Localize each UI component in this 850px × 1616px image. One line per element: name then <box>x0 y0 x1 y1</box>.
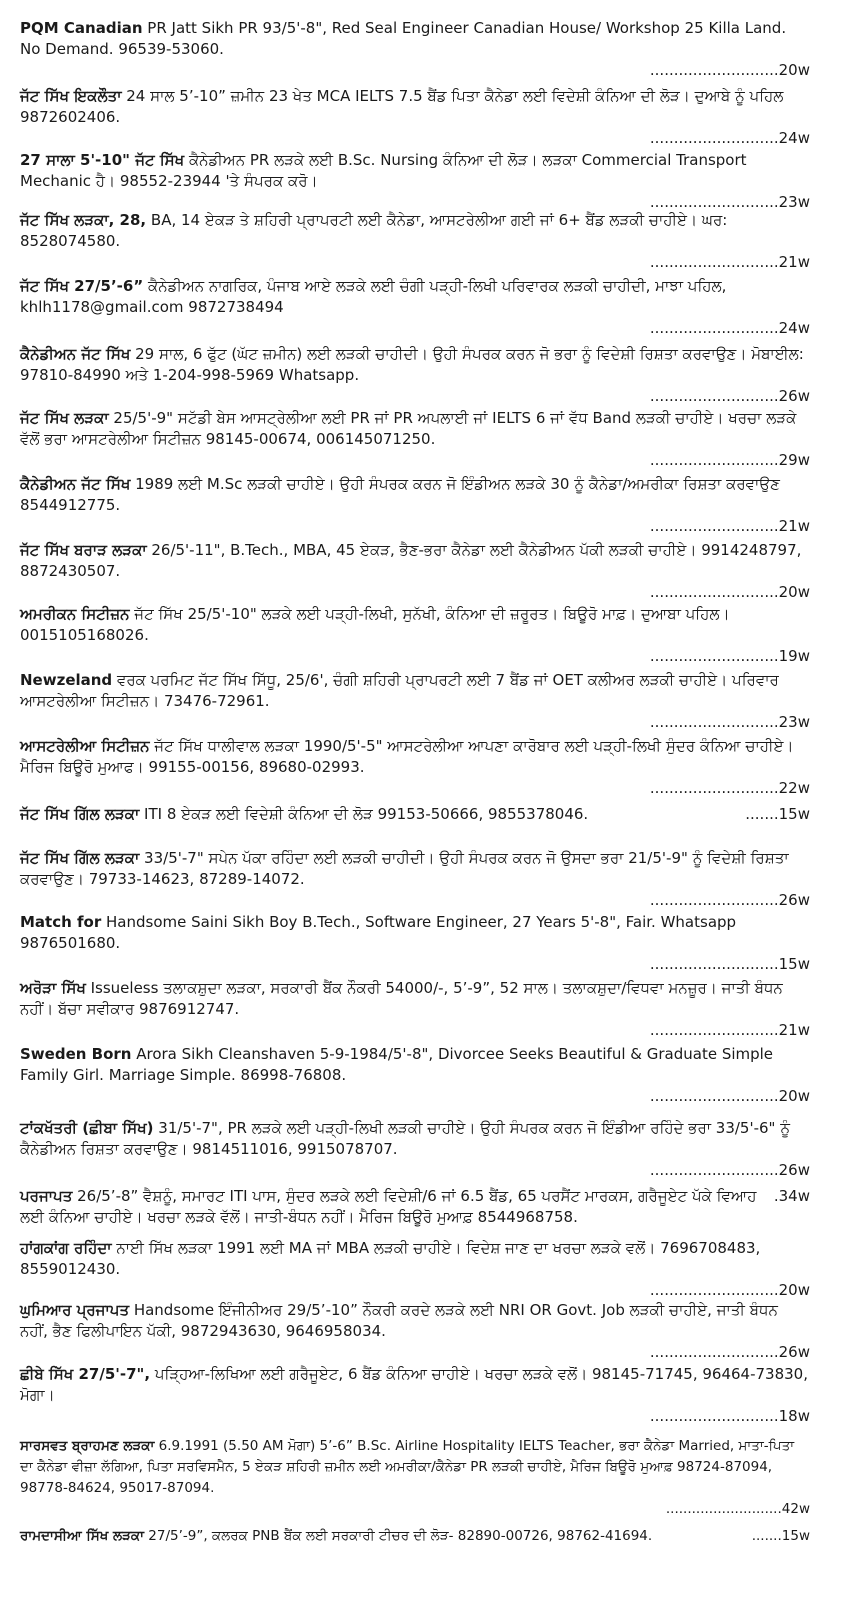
ad-leader-dots: ........................... <box>649 1087 779 1105</box>
ad-word-count <box>20 890 810 911</box>
classified-ad <box>20 1044 810 1107</box>
ad-text: 6.9.1991 (5.50 AM ਮੋਗਾ) 5’-6” B.Sc. Airline Hospitality IELTS Teacher, ਭਰਾ ਕੈਨੇਡਾ Married, ਮਾਤਾ-ਪਿਤਾ ਦਾ ਕੈਨੇਡਾ ਵੀਜ਼ਾ ਲੱਗਿਆ, ਪਿਤਾ ਸਰਵਿਸਮੈਨ, 5 ਏਕੜ ਸ਼ਹਿਰੀ ਜ਼ਮੀਨ ਲਈ ਅਮਰੀਕਾ/ਕੈਨੇਡਾ PR ਲੜਕੀ ਚਾਹੀਏ, ਮੈਰਿਜ ਬਿਊਰੋ ਮੁਆਫ਼ 98724-87094, 98778-84624, 95017-87094. <box>20 1438 795 1496</box>
classified-ad <box>20 978 810 1041</box>
ad-leader-dots: ........................... <box>649 1407 779 1425</box>
ad-leader-dots: ........................... <box>649 1343 779 1361</box>
classified-ad <box>20 540 810 603</box>
ad-leader-dots: ........................... <box>649 517 779 535</box>
ad-heading: ਛੀਬੇ ਸਿੱਖ 27/5'-7", <box>20 1365 151 1383</box>
ad-price: 26w <box>778 387 810 405</box>
ad-leader-dots: ....... <box>751 1528 782 1544</box>
classified-ad <box>20 408 810 471</box>
ad-price: 19w <box>778 647 810 665</box>
classified-ad <box>20 1186 810 1228</box>
ad-leader-dots: ........................... <box>649 253 779 271</box>
classified-ad <box>20 1436 810 1520</box>
ad-word-count <box>752 1526 810 1547</box>
ad-heading: ਜੱਟ ਸਿੱਖ ਗਿੱਲ ਲੜਕਾ <box>20 805 140 823</box>
classified-ad <box>20 804 810 825</box>
ad-text: ਜੱਟ ਸਿੱਖ ਧਾਲੀਵਾਲ ਲੜਕਾ 1990/5'-5" ਆਸਟਰੇਲੀਆ ਆਪਣਾ ਕਾਰੋਬਾਰ ਲਈ ਪੜ੍ਹੀ-ਲਿਖੀ ਸੁੰਦਰ ਕੰਨਿਆ ਚਾਹੀਏ। ਮੈਰਿਜ ਬਿਊਰੋ ਮੁਆਫ। 99155-00156, 89680-02993. <box>20 737 794 776</box>
ad-leader-dots: ........................... <box>649 583 779 601</box>
classified-ad <box>20 604 810 667</box>
ad-leader-dots: ........................... <box>649 451 779 469</box>
ad-word-count <box>20 1280 810 1301</box>
ad-word-count <box>774 1186 810 1207</box>
ad-word-count <box>20 252 810 273</box>
ad-heading: ਜੱਟ ਸਿੱਖ ਬਰਾੜ ਲੜਕਾ <box>20 541 147 559</box>
ad-price: 24w <box>778 319 810 337</box>
ad-heading: ਆਸਟਰੇਲੀਆ ਸਿਟੀਜ਼ਨ <box>20 737 150 755</box>
classified-ad <box>20 1300 810 1363</box>
ad-heading: ਜੱਟ ਸਿੱਖ ਲੜਕਾ <box>20 409 109 427</box>
ad-heading: 27 ਸਾਲਾ 5'-10" ਜੱਟ ਸਿੱਖ <box>20 151 185 169</box>
ad-price: 21w <box>778 253 810 271</box>
ad-price: 26w <box>778 1343 810 1361</box>
ad-leader-dots: ........................... <box>649 387 779 405</box>
classified-ad <box>20 1238 810 1301</box>
ad-price: 21w <box>778 1021 810 1039</box>
ad-text: Handsome Saini Sikh Boy B.Tech., Software Engineer, 27 Years 5'-8", Fair. Whatsapp 9876501680. <box>20 913 737 952</box>
ad-price: 15w <box>778 955 810 973</box>
ad-word-count <box>20 1499 810 1520</box>
ad-price: 26w <box>778 1161 810 1179</box>
ad-leader-dots: . <box>773 1187 779 1205</box>
ad-leader-dots: ........................... <box>649 955 779 973</box>
classified-ad <box>20 276 810 339</box>
ad-text: ITI 8 ਏਕੜ ਲਈ ਵਿਦੇਸ਼ੀ ਕੰਨਿਆ ਦੀ ਲੋੜ 99153-50666, 9855378046. <box>139 805 589 823</box>
ad-text: ਕੈਨੇਡੀਅਨ ਨਾਗਰਿਕ, ਪੰਜਾਬ ਆਏ ਲੜਕੇ ਲਈ ਚੰਗੀ ਪੜ੍ਹੀ-ਲਿਖੀ ਪਰਿਵਾਰਕ ਲੜਕੀ ਚਾਹੀਦੀ, ਮਾਝਾ ਪਹਿਲ, khlh1178@gmail.com 9872738494 <box>20 277 727 316</box>
ad-word-count <box>20 128 810 149</box>
ad-heading: ਕੈਨੇਡੀਅਨ ਜੱਟ ਸਿੱਖ <box>20 345 131 363</box>
ad-heading: ਟਾਂਕਖੱਤਰੀ (ਛੀਬਾ ਸਿੱਖ) <box>20 1119 154 1137</box>
ad-price: 34w <box>778 1187 810 1205</box>
ad-heading: ਜੱਟ ਸਿੱਖ 27/5’-6” <box>20 277 144 295</box>
ad-word-count <box>20 954 810 975</box>
ad-price: 20w <box>778 61 810 79</box>
ad-text: 27/5’-9”, ਕਲਰਕ PNB ਬੈਂਕ ਲਈ ਸਰਕਾਰੀ ਟੀਚਰ ਦੀ ਲੋੜ- 82890-00726, 98762-41694. <box>143 1528 653 1544</box>
classified-ad <box>20 848 810 911</box>
ad-text: 26/5'-11", B.Tech., MBA, 45 ਏਕੜ, ਭੈਣ-ਭਰਾ ਕੈਨੇਡਾ ਲਈ ਕੈਨੇਡੀਅਨ ਪੱਕੀ ਲੜਕੀ ਚਾਹੀਏ। 9914248797, 8872430507. <box>20 541 802 580</box>
ad-heading: Newzeland <box>20 671 113 689</box>
ad-text: ਵਰਕ ਪਰਮਿਟ ਜੱਟ ਸਿੱਖ ਸਿੱਧੂ, 25/6', ਚੰਗੀ ਸ਼ਹਿਰੀ ਪ੍ਰਾਪਰਟੀ ਲਈ 7 ਬੈਂਡ ਜਾਂ OET ਕਲੀਅਰ ਲੜਕੀ ਚਾਹੀਏ। ਪਰਿਵਾਰ ਆਸਟਰੇਲੀਆ ਸਿਟੀਜ਼ਨ। 73476-72961. <box>20 671 779 710</box>
classified-ad <box>20 1526 810 1547</box>
ad-heading: ਅਮਰੀਕਨ ਸਿਟੀਜ਼ਨ <box>20 605 130 623</box>
ad-text: ਨਾਈ ਸਿੱਖ ਲੜਕਾ 1991 ਲਈ MA ਜਾਂ MBA ਲੜਕੀ ਚਾਹੀਏ। ਵਿਦੇਸ਼ ਜਾਣ ਦਾ ਖਰਚਾ ਲੜਕੇ ਵਲੋਂ। 7696708483, 8559012430. <box>20 1239 761 1278</box>
classified-ad <box>20 150 810 213</box>
ad-price: 23w <box>778 713 810 731</box>
ad-heading: ਪਰਜਾਪਤ <box>20 1187 73 1205</box>
ad-text: 31/5'-7", PR ਲੜਕੇ ਲਈ ਪੜ੍ਹੀ-ਲਿਖੀ ਲੜਕੀ ਚਾਹੀਏ। ਉਹੀ ਸੰਪਰਕ ਕਰਨ ਜੋ ਇੰਡੀਆ ਰਹਿੰਦੇ ਭਰਾ 33/5'-6" ਨੂੰ ਕੈਨੇਡੀਅਨ ਰਿਸ਼ਤਾ ਕਰਵਾਉਣ। 9814511016, 9915078707. <box>20 1119 790 1158</box>
ad-text: 29 ਸਾਲ, 6 ਫੁੱਟ (ਘੱਟ ਜ਼ਮੀਨ) ਲਈ ਲੜਕੀ ਚਾਹੀਦੀ। ਉਹੀ ਸੰਪਰਕ ਕਰਨ ਜੋ ਭਰਾ ਨੂੰ ਵਿਦੇਸ਼ੀ ਰਿਸ਼ਤਾ ਕਰਵਾਉਣ। ਮੋਬਾਈਲ: 97810-84990 ਅਤੇ 1-204-998-5969 Whatsapp. <box>20 345 804 384</box>
classified-ad <box>20 210 810 273</box>
ad-price: 24w <box>778 129 810 147</box>
ad-leader-dots: ........................... <box>649 647 779 665</box>
ad-text: PR Jatt Sikh PR 93/5'-8", Red Seal Engineer Canadian House/ Workshop 25 Killa Land. No Demand. 96539-53060. <box>20 19 787 58</box>
ad-price: 42w <box>781 1501 810 1517</box>
ad-heading: ਅਰੋੜਾ ਸਿੱਖ <box>20 979 86 997</box>
ad-price: 21w <box>778 517 810 535</box>
classified-ad <box>20 1364 810 1427</box>
ad-price: 20w <box>778 583 810 601</box>
ad-word-count <box>20 1020 810 1041</box>
ad-heading: Sweden Born <box>20 1045 132 1063</box>
ad-leader-dots: ........................... <box>649 1281 779 1299</box>
ad-word-count <box>20 712 810 733</box>
ad-leader-dots: ........................... <box>649 319 779 337</box>
ad-leader-dots: ........................... <box>665 1501 782 1517</box>
ad-text: Arora Sikh Cleanshaven 5-9-1984/5'-8", Divorcee Seeks Beautiful & Graduate Simple Family Girl. Marriage Simple. 86998-76808. <box>20 1045 774 1084</box>
classified-ad <box>20 1118 810 1181</box>
ad-heading: ਰਾਮਦਾਸੀਆ ਸਿੱਖ ਲੜਕਾ <box>20 1528 144 1544</box>
ad-text: ਪੜ੍ਹਿਆ-ਲਿਖਿਆ ਲਈ ਗਰੈਜੂਏਟ, 6 ਬੈਂਡ ਕੰਨਿਆ ਚਾਹੀਏ। ਖਰਚਾ ਲੜਕੇ ਵਲੋਂ। 98145-71745, 96464-73830, ਮੋਗਾ। <box>20 1365 808 1404</box>
ad-text: 26/5’-8” ਵੈਸ਼ਨੂੰ, ਸਮਾਰਟ ITI ਪਾਸ, ਸੁੰਦਰ ਲੜਕੇ ਲਈ ਵਿਦੇਸ਼ੀ/6 ਜਾਂ 6.5 ਬੈਂਡ, 65 ਪਰਸੈਂਟ ਮਾਰਕਸ, ਗਰੈਜੂਏਟ ਪੱਕੇ ਵਿਆਹ ਲਈ ਕੰਨਿਆ ਚਾਹੀਏ। ਖਰਚਾ ਲੜਕੇ ਵੱਲੋਂ। ਜਾਤੀ-ਬੰਧਨ ਨਹੀਂ। ਮੈਰਿਜ ਬਿਊਰੋ ਮੁਆਫ਼ 8544968758. <box>20 1187 757 1226</box>
ad-word-count <box>20 1342 810 1363</box>
ad-price: 15w <box>781 1528 810 1544</box>
ad-heading: PQM Canadian <box>20 19 143 37</box>
ad-leader-dots: ........................... <box>649 891 779 909</box>
ad-price: 15w <box>778 805 810 823</box>
ad-heading: ਜੱਟ ਸਿੱਖ ਲੜਕਾ, 28, <box>20 211 147 229</box>
ad-text: 33/5'-7" ਸਪੇਨ ਪੱਕਾ ਰਹਿੰਦਾ ਲਈ ਲੜਕੀ ਚਾਹੀਦੀ। ਉਹੀ ਸੰਪਰਕ ਕਰਨ ਜੋ ਉਸਦਾ ਭਰਾ 21/5'-9" ਨੂੰ ਵਿਦੇਸ਼ੀ ਰਿਸ਼ਤਾ ਕਰਵਾਉਣ। 79733-14623, 87289-14072. <box>20 849 789 888</box>
classified-ad <box>20 18 810 81</box>
ad-leader-dots: ........................... <box>649 61 779 79</box>
ad-word-count <box>20 582 810 603</box>
ad-word-count <box>20 1160 810 1181</box>
ad-price: 20w <box>778 1087 810 1105</box>
ad-price: 29w <box>778 451 810 469</box>
ad-price: 23w <box>778 193 810 211</box>
ad-leader-dots: ....... <box>745 805 779 823</box>
classified-ad <box>20 474 810 537</box>
ad-word-count <box>20 646 810 667</box>
ad-leader-dots: ........................... <box>649 193 779 211</box>
ad-price: 18w <box>778 1407 810 1425</box>
classified-ad <box>20 670 810 733</box>
ad-heading: ਕੈਨੇਡੀਅਨ ਜੱਟ ਸਿੱਖ <box>20 475 131 493</box>
classified-ad <box>20 344 810 407</box>
ad-heading: ਹਾਂਗਕਾਂਗ ਰਹਿੰਦਾ <box>20 1239 112 1257</box>
ad-word-count <box>20 60 810 81</box>
ad-text: 1989 ਲਈ M.Sc ਲੜਕੀ ਚਾਹੀਏ। ਉਹੀ ਸੰਪਰਕ ਕਰਨ ਜੋ ਇੰਡੀਅਨ ਲੜਕੇ 30 ਨੂੰ ਕੈਨੇਡਾ/ਅਮਰੀਕਾ ਰਿਸ਼ਤਾ ਕਰਵਾਉਣ 8544912775. <box>20 475 780 514</box>
ad-word-count <box>20 1086 810 1107</box>
ad-leader-dots: ........................... <box>649 713 779 731</box>
ad-leader-dots: ........................... <box>649 1021 779 1039</box>
ad-text: 24 ਸਾਲ 5’-10” ਜ਼ਮੀਨ 23 ਖੇਤ MCA IELTS 7.5 ਬੈਂਡ ਪਿਤਾ ਕੈਨੇਡਾ ਲਈ ਵਿਦੇਸ਼ੀ ਕੰਨਿਆ ਦੀ ਲੋੜ। ਦੁਆਬੇ ਨੂੰ ਪਹਿਲ 9872602406. <box>20 87 784 126</box>
ad-heading: Match for <box>20 913 102 931</box>
classified-ad <box>20 912 810 975</box>
ad-text: Handsome ਇੰਜੀਨੀਅਰ 29/5’-10” ਨੌਕਰੀ ਕਰਦੇ ਲੜਕੇ ਲਈ NRI OR Govt. Job ਲੜਕੀ ਚਾਹੀਏ, ਜਾਤੀ ਬੰਧਨ ਨਹੀਂ, ਭੈਣ ਫਿਲੀਪਾਇਨ ਪੱਕੀ, 9872943630, 9646958034. <box>20 1301 778 1340</box>
ad-word-count <box>745 804 810 825</box>
ad-text: BA, 14 ਏਕੜ ਤੇ ਸ਼ਹਿਰੀ ਪ੍ਰਾਪਰਟੀ ਲਈ ਕੈਨੇਡਾ, ਆਸਟਰੇਲੀਆ ਗਈ ਜਾਂ 6+ ਬੈਂਡ ਲੜਕੀ ਚਾਹੀਏ। ਘਰ: 8528074580. <box>20 211 728 250</box>
ad-text: Issueless ਤਲਾਕਸ਼ੁਦਾ ਲੜਕਾ, ਸਰਕਾਰੀ ਬੈਂਕ ਨੌਕਰੀ 54000/-, 5’-9”, 52 ਸਾਲ। ਤਲਾਕਸ਼ੁਦਾ/ਵਿਧਵਾ ਮਨਜ਼ੂਰ। ਜਾਤੀ ਬੰਧਨ ਨਹੀਂ। ਬੱਚਾ ਸਵੀਕਾਰ 9876912747. <box>20 979 783 1018</box>
ad-text: ਜੱਟ ਸਿੱਖ 25/5'-10" ਲੜਕੇ ਲਈ ਪੜ੍ਹੀ-ਲਿਖੀ, ਸੁਨੱਖੀ, ਕੰਨਿਆ ਦੀ ਜ਼ਰੂਰਤ। ਬਿਊਰੋ ਮਾਫ਼। ਦੁਆਬਾ ਪਹਿਲ। 0015105168026. <box>20 605 730 644</box>
ad-price: 26w <box>778 891 810 909</box>
ad-heading: ਸਾਰਸਵਤ ਬ੍ਰਾਹਮਣ ਲੜਕਾ <box>20 1438 155 1454</box>
classified-ad <box>20 86 810 149</box>
ad-heading: ਘੁਮਿਆਰ ਪ੍ਰਜਾਪਤ <box>20 1301 130 1319</box>
ad-word-count <box>20 450 810 471</box>
ad-word-count <box>20 318 810 339</box>
ad-text: ਕੈਨੇਡੀਅਨ PR ਲੜਕੇ ਲਈ B.Sc. Nursing ਕੰਨਿਆ ਦੀ ਲੋੜ। ਲੜਕਾ Commercial Transport Mechanic ਹੈ। 98552-23944 'ਤੇ ਸੰਪਰਕ ਕਰੋ। <box>20 151 747 190</box>
ad-word-count <box>20 1406 810 1427</box>
ad-word-count <box>20 386 810 407</box>
ad-price: 22w <box>778 779 810 797</box>
ad-leader-dots: ........................... <box>649 129 779 147</box>
ad-word-count <box>20 516 810 537</box>
ad-price: 20w <box>778 1281 810 1299</box>
ad-leader-dots: ........................... <box>649 1161 779 1179</box>
ad-leader-dots: ........................... <box>649 779 779 797</box>
ad-text: 25/5'-9" ਸਟੱਡੀ ਬੇਸ ਆਸਟ੍ਰੇਲੀਆ ਲਈ PR ਜਾਂ PR ਅਪਲਾਈ ਜਾਂ IELTS 6 ਜਾਂ ਵੱਧ Band ਲੜਕੀ ਚਾਹੀਏ। ਖਰਚਾ ਲੜਕੇ ਵੱਲੋਂ ਭਰਾ ਆਸਟਰੇਲੀਆ ਸਿਟੀਜ਼ਨ 98145-00674, 006145071250. <box>20 409 797 448</box>
ad-heading: ਜੱਟ ਸਿੱਖ ਗਿੱਲ ਲੜਕਾ <box>20 849 140 867</box>
ad-heading: ਜੱਟ ਸਿੱਖ ਇਕਲੌਤਾ <box>20 87 122 105</box>
ad-word-count <box>20 778 810 799</box>
classified-ad <box>20 736 810 799</box>
